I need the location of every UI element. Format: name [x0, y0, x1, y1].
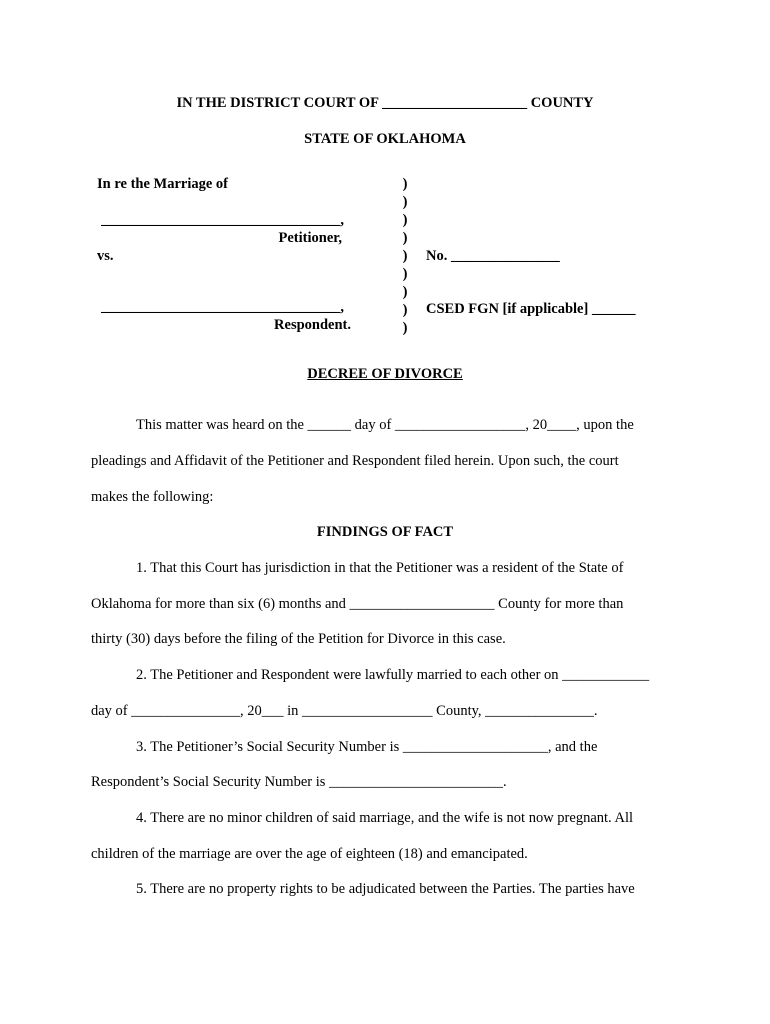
finding-2-line-2: day of _______________, 20___ in __________________ County, _______________. [91, 703, 598, 719]
finding-5-line-1: 5. There are no property rights to be adjudicated between the Parties. The parties have [136, 881, 635, 897]
court-heading: IN THE DISTRICT COURT OF ____________________ COUNTY [176, 95, 594, 111]
finding-1-line-3: thirty (30) days before the filing of the Petition for Divorce in this case. [91, 631, 506, 647]
caption-paren: ) [402, 320, 408, 336]
csed-fgn-field: CSED FGN [if applicable] ______ [426, 301, 636, 317]
caption-paren: ) [402, 266, 408, 282]
respondent-name-line: _________________________________, [101, 299, 344, 315]
caption-paren: ) [402, 230, 408, 246]
finding-3-line-2: Respondent’s Social Security Number is ________________________. [91, 774, 507, 790]
finding-1-line-2: Oklahoma for more than six (6) months and ____________________ County for more than [91, 596, 624, 612]
intro-line-1: This matter was heard on the ______ day of __________________, 20____, upon the [136, 417, 634, 433]
finding-1-line-1: 1. That this Court has jurisdiction in that the Petitioner was a resident of the State of [136, 560, 624, 576]
petitioner-name-line: _________________________________, [101, 212, 344, 228]
in-re-label: In re the Marriage of [97, 176, 228, 192]
state-heading: STATE OF OKLAHOMA [304, 131, 466, 147]
petitioner-label: Petitioner, [278, 230, 342, 246]
finding-3-line-1: 3. The Petitioner’s Social Security Number is ____________________, and the [136, 739, 598, 755]
caption-paren: ) [402, 284, 408, 300]
intro-line-3: makes the following: [91, 489, 214, 505]
findings-heading: FINDINGS OF FACT [316, 524, 454, 540]
caption-paren: ) [402, 212, 408, 228]
document-title: DECREE OF DIVORCE [307, 366, 463, 382]
caption-paren: ) [402, 302, 408, 318]
versus-label: vs. [97, 248, 114, 264]
finding-4-line-1: 4. There are no minor children of said marriage, and the wife is not now pregnant. All [136, 810, 634, 826]
caption-paren: ) [402, 248, 408, 264]
caption-paren: ) [402, 194, 408, 210]
caption-paren: ) [402, 176, 408, 192]
respondent-label: Respondent. [274, 317, 351, 333]
finding-2-line-1: 2. The Petitioner and Respondent were lawfully married to each other on ____________ [136, 667, 650, 683]
intro-line-2: pleadings and Affidavit of the Petitioner and Respondent filed herein. Upon such, the court [91, 453, 619, 469]
case-number-field: No. _______________ [426, 248, 560, 264]
finding-4-line-2: children of the marriage are over the age of eighteen (18) and emancipated. [91, 846, 528, 862]
